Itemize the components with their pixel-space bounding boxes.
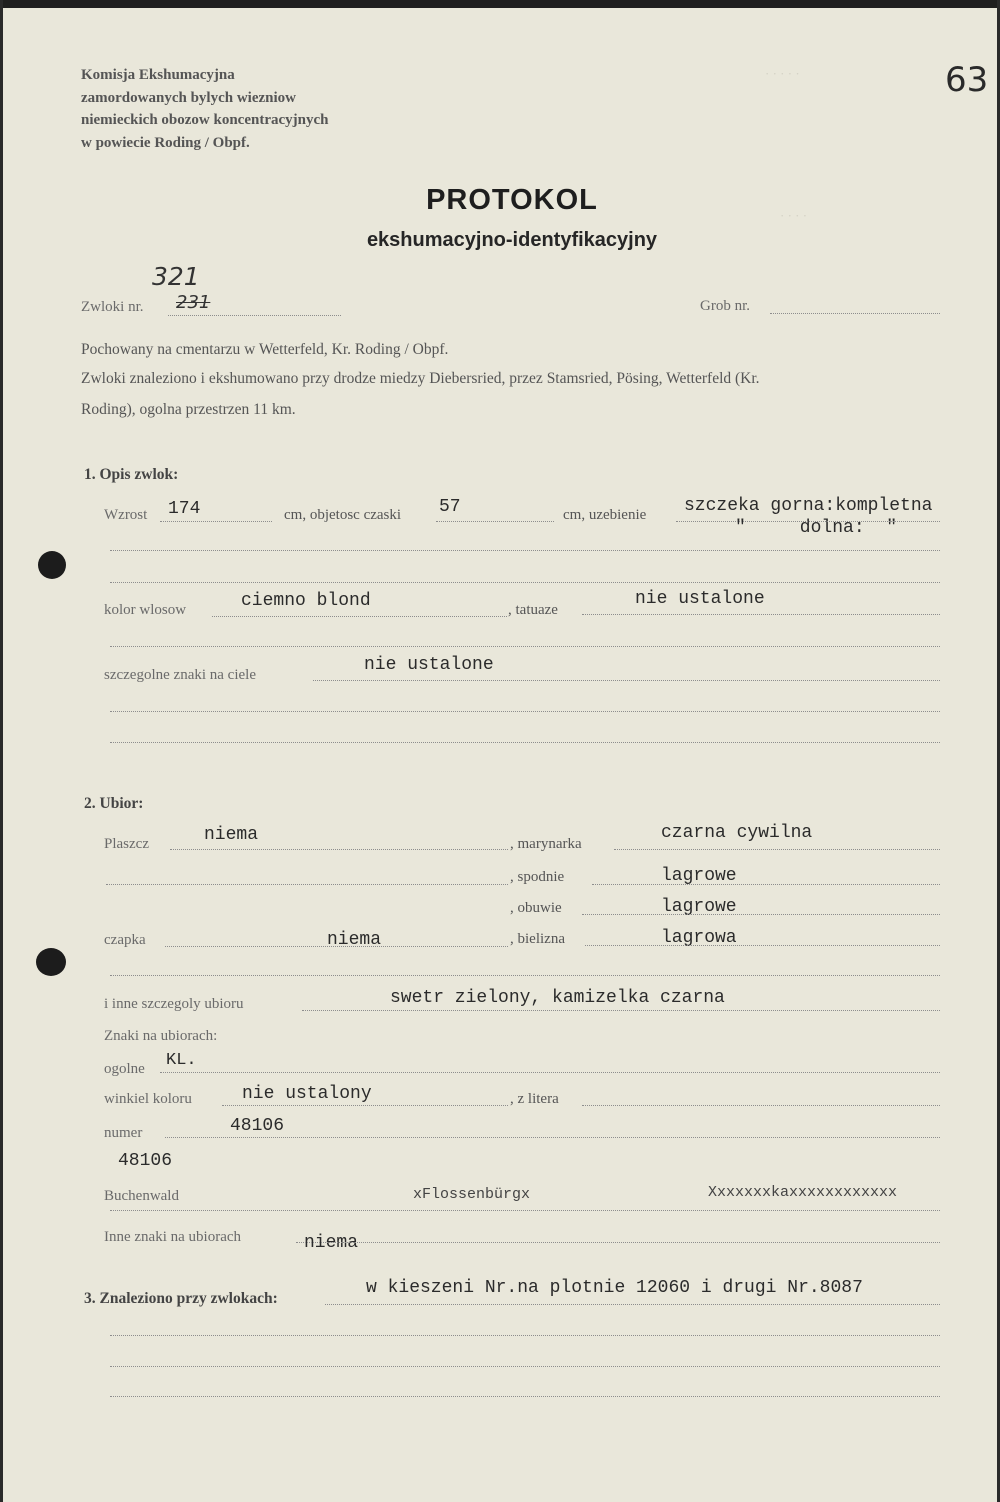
teeth-lower-value: " dolna: " (735, 518, 898, 538)
punch-hole (38, 551, 66, 579)
bleed-through-mark: · · · · · (765, 66, 800, 81)
found-items-value: w kieszeni Nr.na plotnie 12060 i drugi Nr.8087 (366, 1278, 863, 1298)
dotted-line (585, 945, 940, 946)
shoes-label: , obuwie (510, 900, 562, 916)
prisoner-number-value: 48106 (230, 1116, 285, 1136)
trousers-value: lagrowe (661, 866, 737, 886)
header-line: w powiecie Roding / Obpf. (81, 134, 250, 151)
cap-value: niema (327, 930, 382, 950)
prisoner-number-extra: 48106 (118, 1151, 173, 1171)
body-number-handwritten: 321 (152, 262, 200, 291)
coat-label: Plaszcz (104, 836, 149, 852)
dotted-line (168, 315, 341, 316)
header-block (81, 64, 328, 154)
dotted-line (110, 1335, 940, 1336)
dotted-line (170, 849, 508, 850)
crossed-out-camp: xFlossenbürgx (413, 1186, 531, 1203)
header-line: zamordowanych bylych wiezniow (81, 89, 296, 106)
dotted-line (110, 742, 940, 743)
hair-color-value: ciemno blond (241, 591, 371, 611)
dotted-line (222, 1105, 508, 1106)
hair-color-label: kolor wlosow (104, 602, 187, 618)
dotted-line (296, 1242, 940, 1243)
punch-hole (36, 948, 66, 976)
dotted-line (110, 1210, 940, 1211)
body-marks-label: szczegolne znaki na ciele (104, 667, 256, 683)
dotted-line (313, 680, 940, 681)
scan-top-edge (0, 0, 1000, 8)
dotted-line (770, 313, 940, 314)
dotted-line (160, 521, 272, 522)
section3-heading (84, 1290, 278, 1308)
page-number: 63 (945, 60, 989, 100)
found-location-text-cont: Roding), ogolna przestrzen 11 km. (81, 401, 296, 418)
section1-heading-text: 1. Opis zwlok: (84, 466, 179, 483)
dotted-line (110, 1366, 940, 1367)
body-number-struck: 231 (176, 292, 211, 313)
dotted-line (676, 521, 940, 522)
bleed-through-mark: · · · · (780, 208, 808, 223)
crossed-out-text: Xxxxxxxkaxxxxxxxxxxxx (708, 1184, 898, 1201)
jacket-value: czarna cywilna (661, 823, 813, 843)
dotted-line (110, 711, 940, 712)
burial-place-text: Pochowany na cmentarzu w Wetterfeld, Kr. Roding / Obpf. (81, 341, 449, 358)
height-value: 174 (168, 499, 201, 519)
dotted-line (106, 884, 508, 885)
dotted-line (325, 1304, 940, 1305)
dotted-line (582, 914, 940, 915)
dotted-line (582, 1105, 940, 1106)
dotted-line (592, 884, 940, 885)
dotted-line (110, 1396, 940, 1397)
dotted-line (302, 1010, 940, 1011)
dotted-line (110, 582, 940, 583)
body-marks-value: nie ustalone (364, 655, 494, 675)
tattoo-value: nie ustalone (635, 589, 765, 609)
header-line: niemieckich obozow koncentracyjnych (81, 112, 329, 128)
tattoo-label: , tatuaze (508, 602, 558, 618)
found-location-text: Zwloki znaleziono i ekshumowano przy drodze miedzy Diebersried, przez Stamsried, Pösing, Wetterfeld (Kr. (81, 370, 760, 387)
general-marks-label: ogolne (104, 1061, 145, 1077)
triangle-color-value: nie ustalony (242, 1084, 372, 1104)
height-label: Wzrost (104, 507, 148, 523)
camp-label: Buchenwald (104, 1188, 179, 1204)
other-marks-label: Inne znaki na ubiorach (104, 1229, 242, 1245)
document-title: PROTOKOL (426, 184, 598, 216)
dotted-line (212, 616, 507, 617)
section1-heading (84, 466, 178, 484)
teeth-upper-value: szczeka gorna:kompletna (684, 496, 933, 516)
scan-left-edge (0, 0, 3, 1502)
letter-label: , z litera (510, 1091, 559, 1107)
other-clothing-value: swetr zielony, kamizelka czarna (390, 988, 725, 1008)
other-marks-value: niema (304, 1233, 359, 1253)
section3-heading-text: 3. Znaleziono przy zwlokach: (84, 1290, 278, 1307)
dotted-line (110, 975, 940, 976)
dotted-line (614, 849, 940, 850)
dotted-line (110, 646, 940, 647)
skull-label: cm, objetosc czaski (284, 507, 402, 523)
header-line: Komisja Ekshumacyjna (81, 67, 235, 83)
dotted-line (165, 946, 508, 947)
triangle-color-label: winkiel koloru (104, 1091, 192, 1107)
prisoner-number-label: numer (104, 1125, 143, 1141)
other-clothing-label: i inne szczegoly ubioru (104, 996, 244, 1012)
jacket-label: , marynarka (510, 836, 582, 852)
cap-label: czapka (104, 932, 146, 948)
dotted-line (436, 521, 554, 522)
trousers-label: , spodnie (510, 869, 565, 885)
coat-value: niema (204, 825, 259, 845)
body-number-label: Zwloki nr. (81, 299, 144, 315)
dotted-line (582, 614, 940, 615)
teeth-label: cm, uzebienie (563, 507, 647, 523)
skull-value: 57 (439, 497, 461, 517)
underwear-value: lagrowa (661, 928, 737, 948)
section2-heading (84, 795, 143, 813)
section2-heading-text: 2. Ubior: (84, 795, 144, 812)
dotted-line (110, 550, 940, 551)
underwear-label: , bielizna (510, 931, 565, 947)
clothing-marks-heading: Znaki na ubiorach: (104, 1028, 218, 1044)
general-marks-value: KL. (166, 1051, 197, 1070)
grave-number-label: Grob nr. (700, 298, 750, 314)
dotted-line (165, 1137, 940, 1138)
document-subtitle: ekshumacyjno-identyfikacyjny (366, 229, 658, 251)
shoes-value: lagrowe (661, 897, 737, 917)
dotted-line (160, 1072, 940, 1073)
